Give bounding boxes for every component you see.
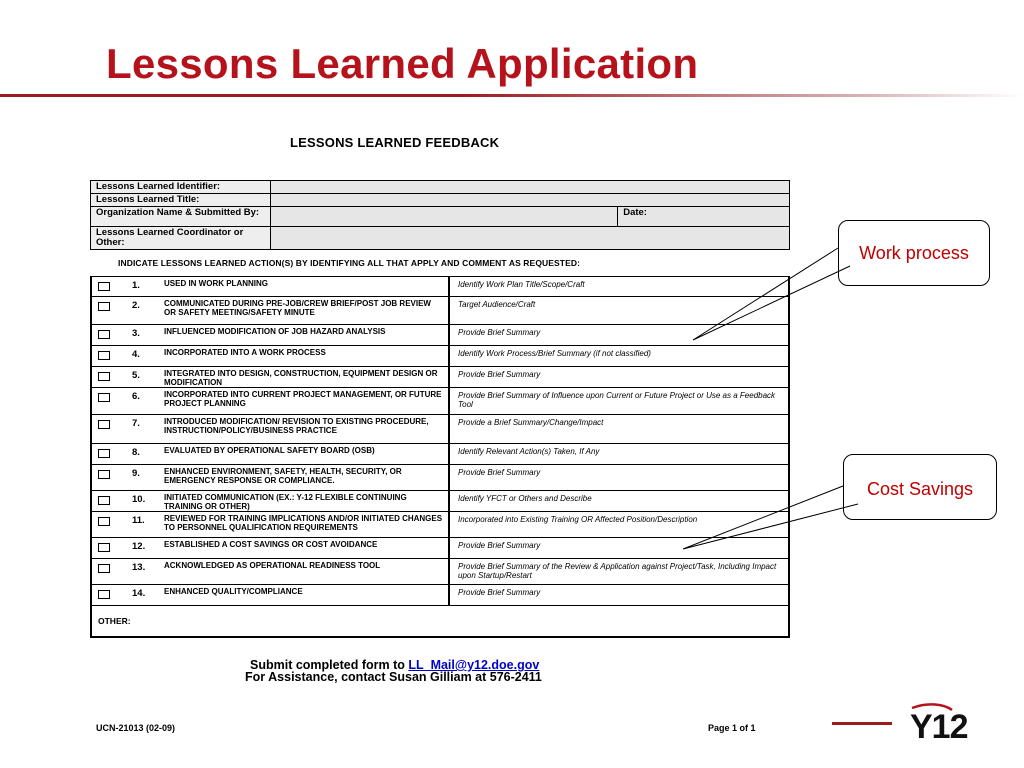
action-label: EVALUATED BY OPERATIONAL SAFETY BOARD (OSB) [164, 446, 375, 455]
action-number: 5. [132, 370, 140, 381]
svg-text:Y12: Y12 [910, 708, 968, 746]
action-checkbox[interactable] [98, 282, 110, 291]
action-comment-field[interactable]: Identify Work Plan Title/Scope/Craft [448, 277, 790, 296]
action-number: 10. [132, 494, 146, 505]
coordinator-label: Lessons Learned Coordinator or Other: [91, 227, 271, 250]
submit-email-link[interactable]: LL_Mail@y12.doe.gov [408, 658, 540, 672]
action-number: 2. [132, 300, 140, 311]
y12-logo-icon [908, 700, 998, 746]
action-label: ENHANCED QUALITY/COMPLIANCE [164, 587, 303, 596]
work-process-callout: Work process [838, 220, 990, 286]
action-row [92, 585, 790, 606]
action-checkbox[interactable] [98, 449, 110, 458]
action-number: 12. [132, 541, 146, 552]
action-comment-field[interactable]: Identify Work Process/Brief Summary (if not classified) [448, 346, 790, 366]
action-number: 14. [132, 588, 146, 599]
action-row [92, 415, 790, 444]
action-comment-field[interactable]: Provide Brief Summary [448, 538, 790, 558]
title-rule [0, 94, 1024, 97]
action-comment-field[interactable]: Incorporated into Existing Training OR Affected Position/Description [448, 512, 790, 537]
identifier-field[interactable] [270, 181, 789, 194]
title-label: Lessons Learned Title: [91, 194, 271, 207]
action-number: 6. [132, 391, 140, 402]
slide-title: Lessons Learned Application [106, 40, 699, 87]
instructions-text: INDICATE LESSONS LEARNED ACTION(S) BY IDENTIFYING ALL THAT APPLY AND COMMENT AS REQUESTED: [118, 258, 581, 268]
date-field[interactable] [618, 207, 790, 227]
action-checkbox[interactable] [98, 496, 110, 505]
action-row [92, 297, 790, 325]
action-checkbox[interactable] [98, 543, 110, 552]
action-comment-field[interactable]: Identify Relevant Action(s) Taken, If Any [448, 444, 790, 464]
action-comment-field[interactable]: Identify YFCT or Others and Describe [448, 491, 790, 511]
action-label: ESTABLISHED A COST SAVINGS OR COST AVOIDANCE [164, 540, 378, 549]
action-label: INTEGRATED INTO DESIGN, CONSTRUCTION, EQUIPMENT DESIGN OR MODIFICATION [164, 369, 438, 387]
action-comment-field[interactable]: Provide Brief Summary [448, 465, 790, 490]
form-number: UCN-21013 (02-09) [96, 723, 176, 733]
org-label: Organization Name & Submitted By: [91, 207, 271, 227]
action-label: COMMUNICATED DURING PRE-JOB/CREW BRIEF/POST JOB REVIEW OR SAFETY MEETING/SAFETY MINUTE [164, 299, 431, 317]
action-comment-field[interactable]: Provide Brief Summary [448, 325, 790, 345]
action-comment-field[interactable]: Provide Brief Summary of Influence upon Current or Future Project or Use as a Feedback Tool [448, 388, 790, 414]
action-number: 4. [132, 349, 140, 360]
action-label: USED IN WORK PLANNING [164, 279, 268, 288]
action-row [92, 325, 790, 346]
actions-table [90, 276, 790, 638]
action-row [92, 367, 790, 388]
action-checkbox[interactable] [98, 564, 110, 573]
action-label: INTRODUCED MODIFICATION/ REVISION TO EXISTING PROCEDURE, INSTRUCTION/POLICY/BUSINESS PRACTICE [164, 417, 429, 435]
action-number: 13. [132, 562, 146, 573]
action-row [92, 559, 790, 585]
action-checkbox[interactable] [98, 372, 110, 381]
action-label: INCORPORATED INTO A WORK PROCESS [164, 348, 326, 357]
identifier-label: Lessons Learned Identifier: [91, 181, 271, 194]
action-checkbox[interactable] [98, 330, 110, 339]
action-number: 11. [132, 515, 145, 526]
action-row [92, 512, 790, 538]
action-checkbox[interactable] [98, 302, 110, 311]
other-label: OTHER: [98, 616, 131, 626]
action-row [92, 277, 790, 297]
action-label: ACKNOWLEDGED AS OPERATIONAL READINESS TOOL [164, 561, 381, 570]
action-row [92, 538, 790, 559]
footer-rule [832, 722, 892, 725]
action-row [92, 465, 790, 491]
date-label: Date: [623, 207, 647, 218]
title-field[interactable] [270, 194, 789, 207]
action-label: INCORPORATED INTO CURRENT PROJECT MANAGEMENT, OR FUTURE PROJECT PLANNING [164, 390, 442, 408]
action-label: INFLUENCED MODIFICATION OF JOB HAZARD ANALYSIS [164, 327, 386, 336]
action-label: INITIATED COMMUNICATION (EX.: Y-12 FLEXIBLE CONTINUING TRAINING OR OTHER) [164, 493, 407, 511]
action-comment-field[interactable]: Provide a Brief Summary/Change/Impact [448, 415, 790, 443]
identifier-table [90, 180, 790, 250]
action-row [92, 444, 790, 465]
cost-savings-callout: Cost Savings [843, 454, 997, 520]
action-checkbox[interactable] [98, 470, 110, 479]
action-number: 9. [132, 468, 140, 479]
action-number: 7. [132, 418, 140, 429]
form-heading: LESSONS LEARNED FEEDBACK [290, 135, 500, 150]
page-number: Page 1 of 1 [708, 723, 756, 733]
action-number: 1. [132, 280, 140, 291]
action-checkbox[interactable] [98, 420, 110, 429]
action-checkbox[interactable] [98, 517, 110, 526]
assistance-text: For Assistance, contact Susan Gilliam at 576-2411 [245, 670, 542, 684]
action-row [92, 491, 790, 512]
action-number: 8. [132, 447, 140, 458]
action-row [92, 346, 790, 367]
action-comment-field[interactable]: Provide Brief Summary of the Review & Application against Project/Task, Including Impact upon Startup/Restart [448, 559, 790, 584]
action-row [92, 388, 790, 415]
action-comment-field[interactable]: Target Audience/Craft [448, 297, 790, 324]
action-label: ENHANCED ENVIRONMENT, SAFETY, HEALTH, SECURITY, OR EMERGENCY RESPONSE OR COMPLIANCE. [164, 467, 402, 485]
action-checkbox[interactable] [98, 393, 110, 402]
action-checkbox[interactable] [98, 590, 110, 599]
action-checkbox[interactable] [98, 351, 110, 360]
coordinator-field[interactable] [270, 227, 789, 250]
action-number: 3. [132, 328, 140, 339]
action-comment-field[interactable]: Provide Brief Summary [448, 367, 790, 387]
org-field[interactable] [270, 207, 617, 227]
submit-text: Submit completed form to [250, 658, 409, 672]
action-comment-field[interactable]: Provide Brief Summary [448, 585, 790, 605]
action-label: REVIEWED FOR TRAINING IMPLICATIONS AND/OR INITIATED CHANGES TO PERSONNEL QUALIFICATION REQUIREMENTS [164, 514, 443, 532]
